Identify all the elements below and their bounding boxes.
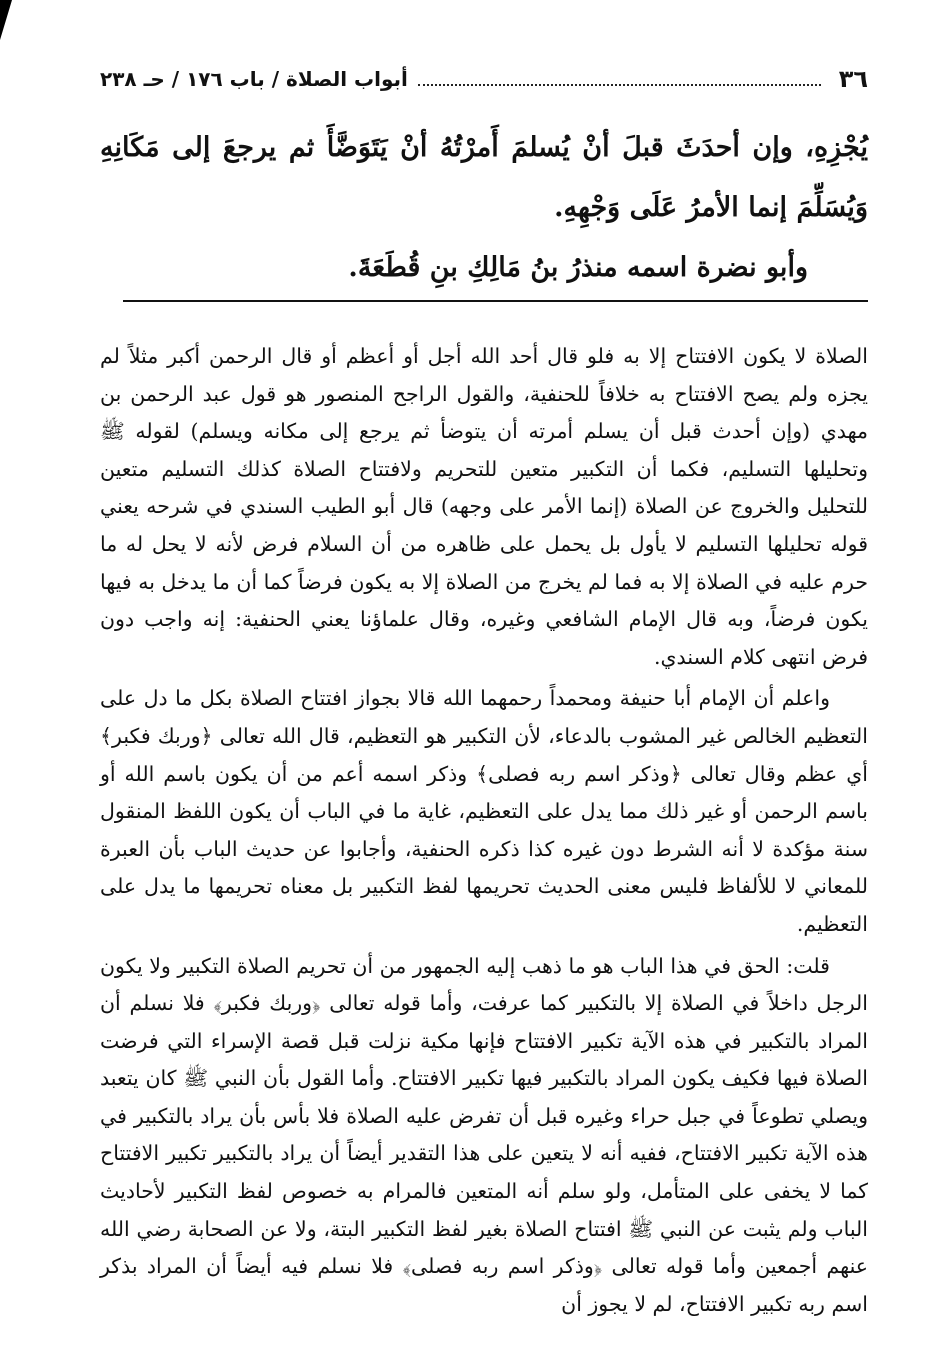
commentary-text [100, 338, 868, 1323]
dotted-leader [418, 84, 821, 86]
hadith-paragraph: يُجْزِهِ، وإن أحدَثَ قبلَ أنْ يُسلمَ أَمرْتُهُ أنْ يَتَوَضَّأَ ثم يرجعَ إلى مَكَانِهِ وَيُسَلِّمَ إنما الأمرُ عَلَى وَجْهِهِ. [100, 132, 868, 223]
section-divider [123, 300, 868, 302]
hadith-text [100, 118, 868, 298]
scan-corner-mark [0, 0, 12, 40]
commentary-paragraph: قلت: الحق في هذا الباب هو ما ذهب إليه الجمهور من أن تحريم الصلاة التكبير ولا يكون الرجل داخلاً في الصلاة إلا بالتكبير كما عرفت، وأما قوله تعالى ﴿وربك فكبر﴾ فلا نسلم أن المراد بالتكبير في هذه الآية تكبير الافتتاح فإنها مكية نزلت قبل قصة الإسراء التي فرضت الصلاة فيها فكيف يكون المراد بالتكبير فيها تكبير الافتتاح. وأما القول بأن النبي ﷺ كان يتعبد ويصلي تطوعاً في جبل حراء وغيره قبل أن تفرض عليه الصلاة فلا بأس بأن يراد بالتكبير في هذه الآية تكبير الافتتاح، ففيه أنه لا يتعين على هذا التقدير أيضاً أن يراد بالتكبير تكبير الافتتاح كما لا يخفى على المتأمل، ولو سلم أنه المتعين فالمرام به خصوص لفظ التكبير لأحاديث الباب ولم يثبت عن النبي ﷺ افتتاح الصلاة بغير لفظ التكبير البتة، ولا عن الصحابة رضي الله عنهم أجمعين وأما قوله تعالى ﴿وذكر اسم ربه فصلى﴾ فلا نسلم فيه أيضاً أن المراد بذكر اسم ربه تكبير الافتتاح، لم لا يجوز أن [100, 953, 868, 1316]
narrator-note: وأبو نضرة اسمه منذرُ بنُ مَالِكِ بنِ قُطَعَةَ. [348, 252, 808, 283]
page-number: ٣٦ [838, 65, 868, 93]
running-header [100, 62, 868, 96]
commentary-paragraph: الصلاة لا يكون الافتتاح إلا به فلو قال أحد الله أجل أو أعظم أو قال الرحمن أكبر مثلاً لم يجزه ولم يصح الافتتاح به خلافاً للحنفية، والقول الراجح المنصور هو قول عبد الرحمن بن مهدي (وإن أحدث قبل أن يسلم أمرته أن يتوضأ ثم يرجع إلى مكانه ويسلم) لقوله ﷺ وتحليلها التسليم، فكما أن التكبير متعين للتحريم ولافتتاح الصلاة كذلك التسليم متعين للتحليل والخروج عن الصلاة (إنما الأمر على وجهه) قال أبو الطيب السندي في شرحه يعني قوله تحليلها التسليم لا يأول بل يحمل على ظاهره من أن السلام فرض لأنه لا يحل له ما حرم عليه في الصلاة إلا به فما لم يخرج من الصلاة إلا به يكون فرضاً كما أن ما يدخل به فيها يكون فرضاً، وبه قال الإمام الشافعي وغيره، وقال علماؤنا يعني الحنفية: إنه واجب دون فرض انتهى كلام السندي. [100, 344, 868, 669]
chapter-title: أبواب الصلاة / باب ١٧٦ / حـ ٢٣٨ [100, 67, 408, 91]
commentary-paragraph: واعلم أن الإمام أبا حنيفة ومحمداً رحمهما الله قالا بجواز افتتاح الصلاة بكل ما دل على التعظيم الخالص غير المشوب بالدعاء، لأن التكبير هو التعظيم، قال الله تعالى ﴿وربك فكبر﴾ أي عظم وقال تعالى ﴿وذكر اسم ربه فصلى﴾ وذكر اسمه أعم من أن يكون باسم الله أو باسم الرحمن أو غير ذلك مما يدل على التعظيم، غاية ما في الباب أن يكون اللفظ المنقول سنة مؤكدة لا أنه الشرط دون غيره كذا ذكره الحنفية، وأجابوا عن حديث الباب بأن العبرة للمعاني لا للألفاظ فليس معنى الحديث تحريمها لفظ التكبير بل معناه تحريمها ما يدل على التعظيم. [100, 686, 868, 936]
